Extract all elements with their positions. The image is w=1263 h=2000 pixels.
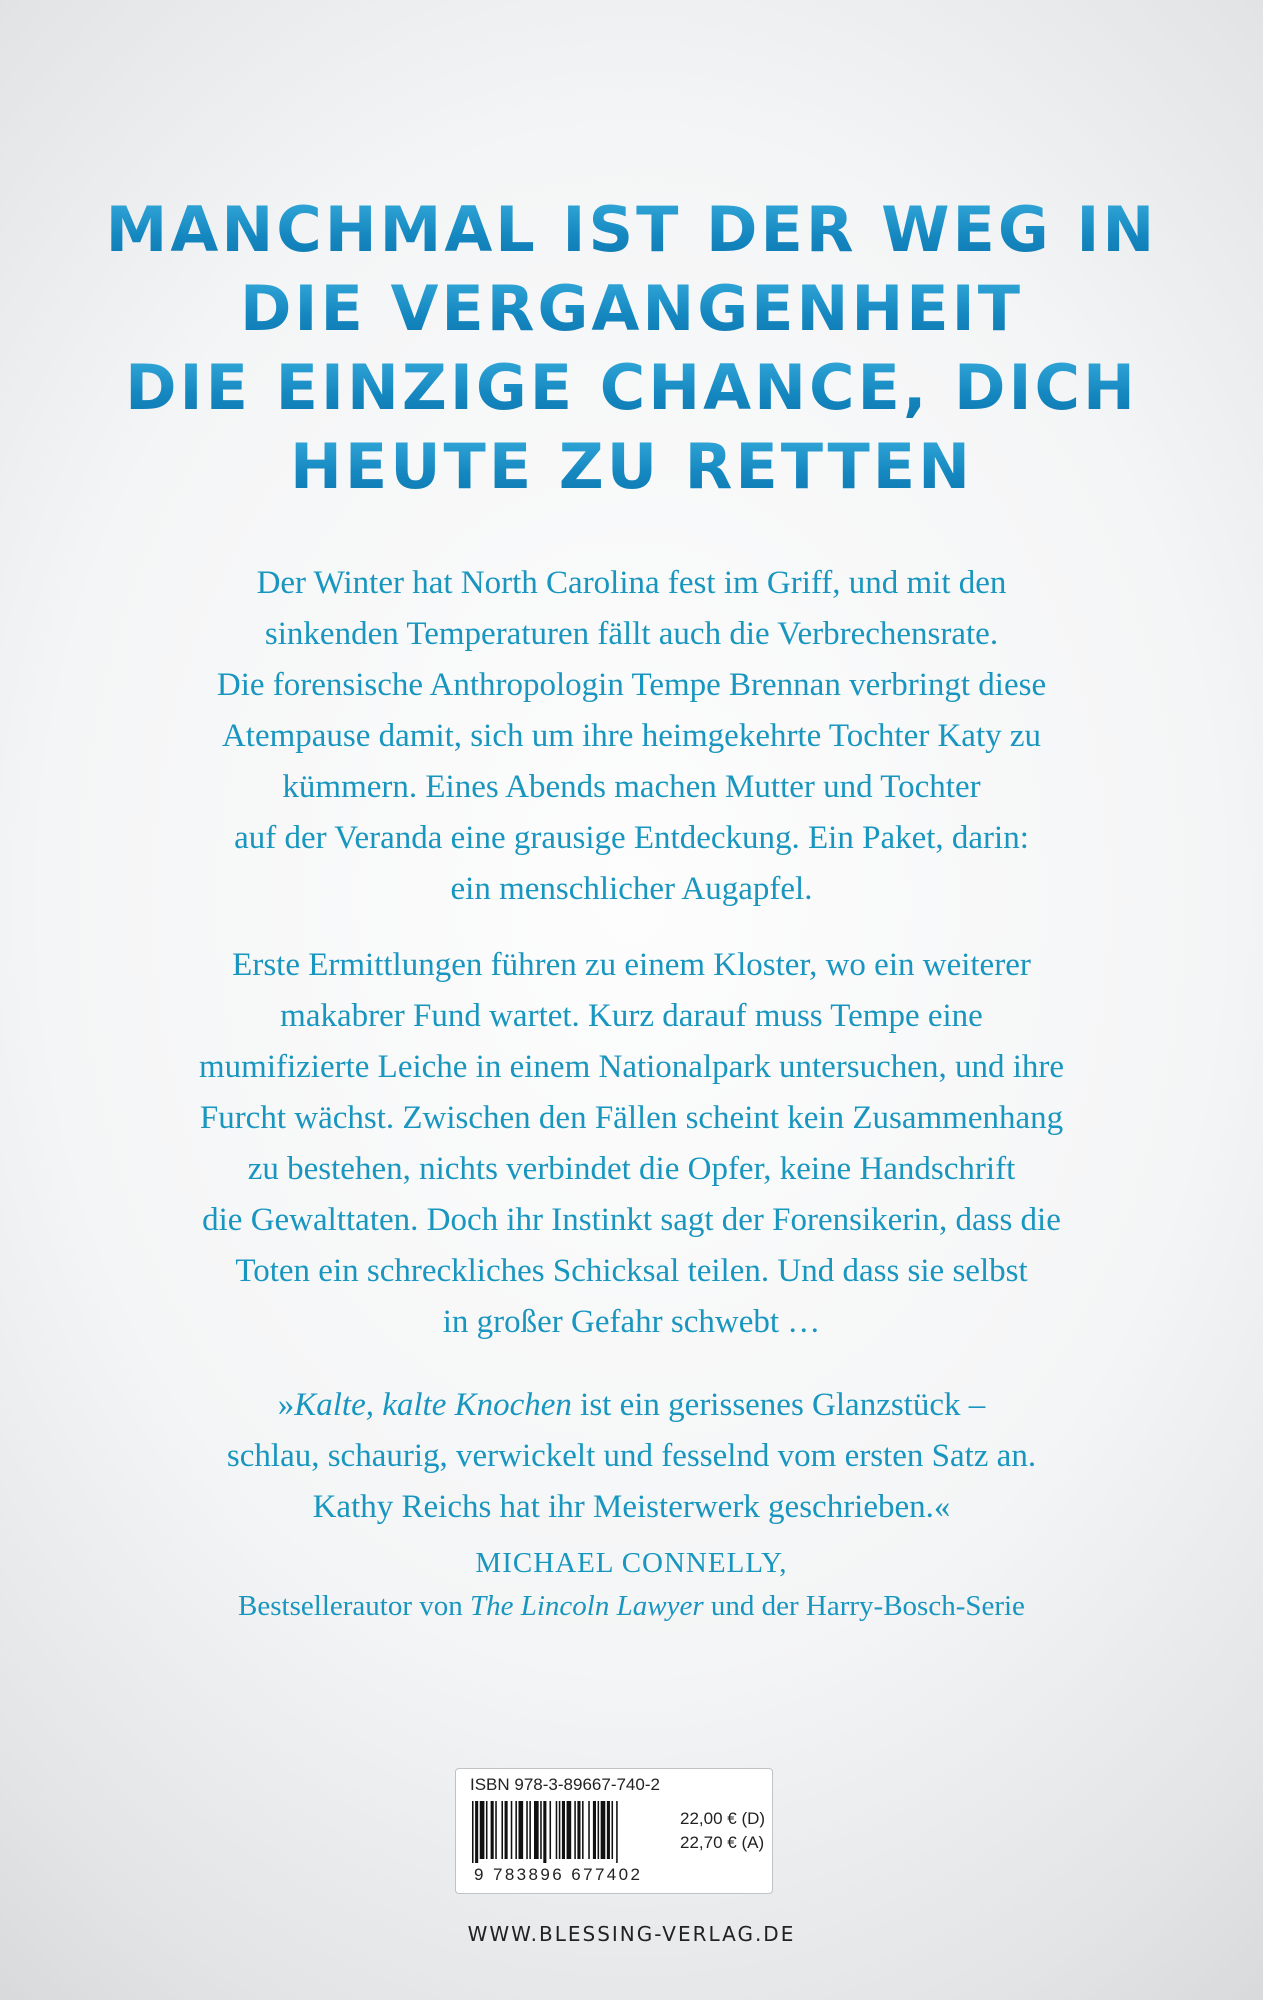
barcode-bar <box>550 1801 552 1859</box>
price-germany: 22,00 € (D) <box>680 1809 766 1828</box>
blurb-line: Furcht wächst. Zwischen den Fällen scheint kein Zusammenhang <box>199 1100 1064 1136</box>
isbn-barcode-box <box>455 1768 773 1894</box>
publisher-website: WWW.BLESSING-VERLAG.DE <box>467 1922 796 1946</box>
isbn-label: ISBN 978-3-89667-740-2 <box>470 1775 660 1794</box>
blurb-line: die Gewalttaten. Doch ihr Instinkt sagt der Forensikerin, dass die <box>202 1202 1061 1238</box>
blurb-line: makabrer Fund wartet. Kurz darauf muss Tempe eine <box>280 998 983 1034</box>
headline-line-2: DIE VERGANGENHEIT <box>0 269 1263 348</box>
barcode-bar <box>475 1801 478 1863</box>
headline-line-1: MANCHMAL IST DER WEG IN <box>0 190 1263 269</box>
blurb-line: Die forensische Anthropologin Tempe Brennan verbringt diese <box>216 667 1047 703</box>
barcode-bar <box>562 1801 565 1859</box>
tagline-headline <box>0 190 1263 506</box>
attribution-suffix: und der Harry-Bosch-Serie <box>703 1590 1025 1622</box>
barcode-bar <box>472 1801 474 1863</box>
barcode-bar <box>486 1801 488 1859</box>
barcode-bar <box>598 1801 600 1859</box>
blurb-paragraph-1 <box>0 558 1263 915</box>
barcode-bar <box>588 1801 590 1859</box>
barcode-bar <box>543 1801 546 1863</box>
blurb-line: mumifizierte Leiche in einem Nationalpark untersuchen, und ihre <box>198 1049 1064 1085</box>
barcode-bar <box>480 1801 485 1859</box>
barcode-bar <box>505 1801 508 1859</box>
blurb-line: kümmern. Eines Abends machen Mutter und Tochter <box>282 769 981 805</box>
headline-line-4: HEUTE ZU RETTEN <box>0 427 1263 506</box>
barcode-bar <box>559 1801 561 1859</box>
quote-line-1-text: ist ein gerissenes Glanzstück – <box>571 1387 986 1423</box>
headline-line-3: DIE EINZIGE CHANCE, DICH <box>0 348 1263 427</box>
barcode-bar <box>501 1801 503 1859</box>
barcode-bar <box>567 1801 572 1859</box>
quote-line-3: Kathy Reichs hat ihr Meisterwerk geschrieben.« <box>312 1489 951 1525</box>
attribution-work-title: The Lincoln Lawyer <box>470 1590 704 1622</box>
blurb-line: in großer Gefahr schwebt … <box>442 1304 821 1340</box>
quote-open-mark: » <box>277 1387 295 1423</box>
blurb-line: ein menschlicher Augapfel. <box>450 871 813 907</box>
blurb-line: auf der Veranda eine grausige Entdeckung. Ein Paket, darin: <box>234 820 1029 856</box>
barcode-digits: 9 783896 677402 <box>474 1865 643 1884</box>
quote-attribution <box>0 1542 1263 1628</box>
barcode-bar <box>582 1801 584 1859</box>
blurb-line: Der Winter hat North Carolina fest im Griff, und mit den <box>256 565 1007 601</box>
barcode-bar <box>612 1801 614 1859</box>
blurb-line: Toten ein schreckliches Schicksal teilen. Und dass sie selbst <box>235 1253 1028 1289</box>
blurb-line: sinkenden Temperaturen fällt auch die Verbrechensrate. <box>264 616 999 652</box>
blurb-line: Atempause damit, sich um ihre heimgekehrte Tochter Katy zu <box>221 718 1042 754</box>
barcode-bar <box>511 1801 513 1859</box>
blurb-line: Erste Ermittlungen führen zu einem Kloster, wo ein weiterer <box>232 947 1031 983</box>
price-austria: 22,70 € (A) <box>680 1833 765 1852</box>
barcode-bar <box>607 1801 610 1859</box>
quote-line-1 <box>0 1380 1263 1431</box>
attribution-prefix: Bestsellerautor von <box>238 1590 470 1622</box>
barcode-bar <box>515 1801 517 1859</box>
barcode-bar <box>526 1801 528 1859</box>
blurb-line: zu bestehen, nichts verbindet die Opfer, keine Handschrift <box>247 1151 1016 1187</box>
blurb-paragraph-2 <box>0 940 1263 1348</box>
barcode-bar <box>495 1801 497 1859</box>
barcode-bar <box>519 1801 524 1859</box>
barcode-bar <box>577 1801 580 1859</box>
barcode-bar <box>616 1801 618 1863</box>
barcode-bar <box>529 1801 531 1859</box>
barcode-bar <box>593 1801 596 1859</box>
review-quote <box>0 1380 1263 1533</box>
attribution-author-name: MICHAEL CONNELLY, <box>475 1547 788 1579</box>
barcode-bar <box>556 1801 558 1859</box>
attribution-credentials <box>0 1585 1263 1628</box>
barcode-icon <box>470 1801 668 1863</box>
barcode-bar <box>540 1801 542 1859</box>
barcode-bar <box>574 1801 576 1859</box>
barcode-bar <box>491 1801 494 1859</box>
quote-line-2: schlau, schaurig, verwickelt und fesselnd vom ersten Satz an. <box>226 1438 1037 1474</box>
barcode-bar <box>534 1801 539 1859</box>
quoted-book-title: Kalte, kalte Knochen <box>294 1387 572 1423</box>
barcode-bar <box>601 1801 606 1859</box>
